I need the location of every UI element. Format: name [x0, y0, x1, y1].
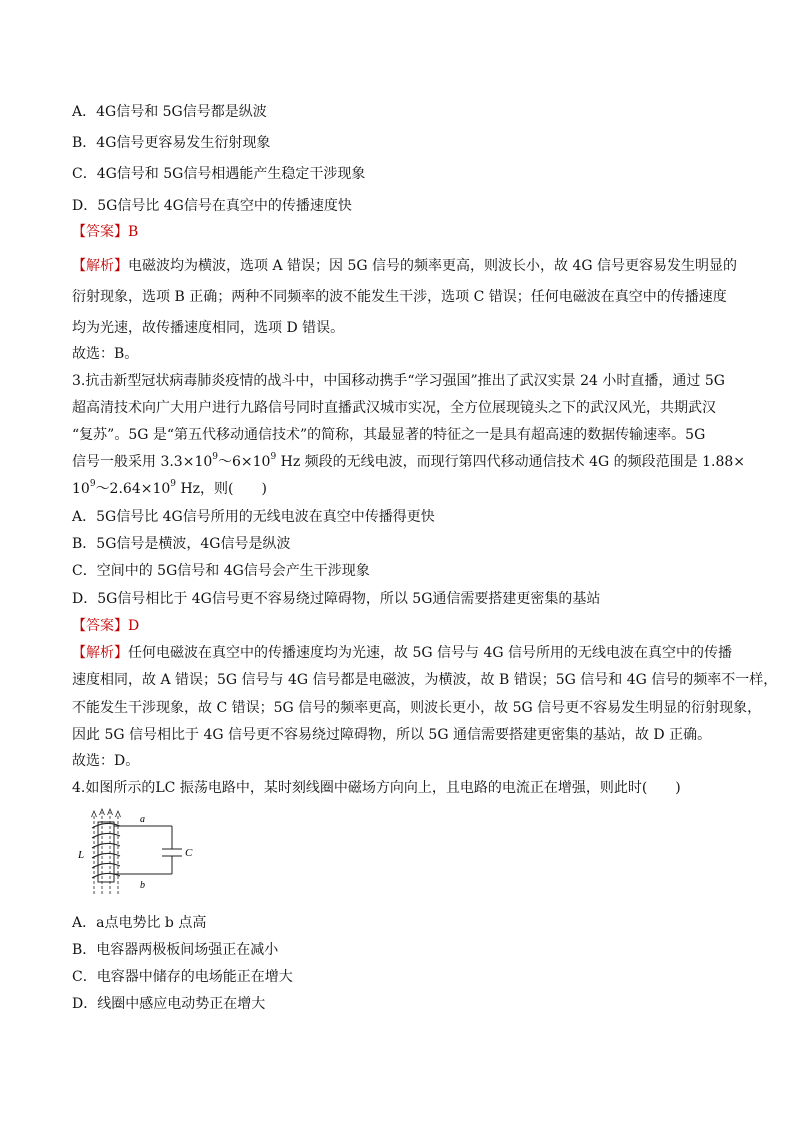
q3-stem-line-5 [72, 479, 732, 499]
explanation-text: 电磁波均为横波，选项 A 错误；因 5G 信号的频率更高，则波长小，故 4G 信号更容易发生明显的 [128, 258, 737, 274]
q3-stem-line-3: “复苏”。5G 是“第五代移动通信技术”的简称，其最显著的特征之一是具有超高速的数据传输速率。5G [72, 427, 706, 443]
explanation-label: 【解析】 [72, 258, 128, 274]
q4-option-c: C．电容器中储存的电场能正在增大 [72, 969, 293, 985]
label-l: L [78, 849, 85, 861]
q2-option-a: A．4G信号和 5G信号都是纵波 [72, 104, 267, 120]
q3-choice: 故选：D。 [72, 753, 140, 769]
q3-option-a: A．5G信号比 4G信号所用的无线电波在真空中传播得更快 [72, 509, 435, 525]
superscript: 9 [212, 452, 218, 463]
q2-explanation-line-2: 衍射现象，选项 B 正确；两种不同频率的波不能发生干涉，选项 C 错误；任何电磁波在真空中的传播速度 [72, 289, 727, 305]
q4-option-d: D．线圈中感应电动势正在增大 [72, 996, 266, 1012]
explanation-text: 任何电磁波在真空中的传播速度均为光速，故 5G 信号与 4G 信号所用的无线电波在真空中的传播 [128, 645, 732, 661]
q2-explanation-line-1 [72, 256, 737, 276]
q3-explanation-line-4: 因此 5G 信号相比于 4G 信号更不容易绕过障碍物，所以 5G 通信需要搭建更密集的基站，故 D 正确。 [72, 727, 712, 743]
q2-option-c: C．4G信号和 5G信号相遇能产生稳定干涉现象 [72, 166, 366, 182]
q3-explanation-line-3: 不能发生干涉现象，故 C 错误；5G 信号的频率更高，则波长更小，故 5G 信号更不容易发生明显的衍射现象， [72, 700, 762, 716]
q2-explanation-line-3: 均为光速，故传播速度相同，选项 D 错误。 [72, 320, 345, 336]
q3-option-c: C．空间中的 5G信号和 4G信号会产生干涉现象 [72, 563, 370, 579]
q3-option-b: B．5G信号是横波，4G信号是纵波 [72, 536, 291, 552]
superscript: 9 [270, 452, 277, 463]
q3-text: Hz，则( ) [176, 481, 267, 497]
q4-option-b: B．电容器两极板间场强正在减小 [72, 942, 279, 958]
answer-value: B [128, 224, 139, 240]
q3-explanation-line-1 [72, 643, 732, 663]
q3-text: Hz 频段的无线电波，而现行第四代移动通信技术 4G 的频段范围是 1.88× [276, 454, 746, 470]
q2-answer [72, 222, 732, 242]
q3-stem-line-4 [72, 452, 746, 472]
answer-value: D [128, 618, 140, 634]
q2-option-d: D．5G信号比 4G信号在真空中的传播速度快 [72, 198, 352, 214]
explanation-label: 【解析】 [72, 645, 128, 661]
q3-text: ～2.64×10 [95, 481, 171, 497]
q3-answer [72, 616, 732, 636]
answer-label: 【答案】 [72, 224, 128, 240]
q3-stem-line-2: 超高清技术向广大用户进行九路信号同时直播武汉城市实况，全方位展现镜头之下的武汉风光，共期武汉 [72, 400, 716, 416]
answer-label: 【答案】 [72, 618, 128, 634]
q3-explanation-line-2: 速度相同，故 A 错误；5G 信号与 4G 信号都是电磁波，为横波，故 B 错误；5G 信号和 4G 信号的频率不一样， [72, 672, 778, 688]
q4-option-a: A．a点电势比 b 点高 [72, 915, 207, 931]
superscript: 9 [170, 479, 177, 490]
label-a: a [140, 814, 145, 825]
lc-circuit-diagram [72, 806, 212, 896]
q2-option-b: B．4G信号更容易发生衍射现象 [72, 135, 271, 151]
label-c: C [185, 847, 193, 859]
label-b: b [140, 880, 145, 891]
q3-text: 10 [72, 481, 90, 497]
q3-text: 信号一般采用 3.3×10 [72, 454, 213, 470]
q3-stem-line-1: 3.抗击新型冠状病毒肺炎疫情的战斗中，中国移动携手“学习强国”推出了武汉实景 24 小时直播，通过 5G [72, 373, 725, 389]
q2-choice: 故选：B。 [72, 346, 139, 362]
superscript: 9 [89, 479, 96, 490]
q4-stem: 4.如图所示的LC 振荡电路中，某时刻线圈中磁场方向向上，且电路的电流正在增强，则此时( ) [72, 780, 681, 796]
q3-option-d: D．5G信号相比于 4G信号更不容易绕过障碍物，所以 5G通信需要搭建更密集的基站 [72, 591, 601, 607]
q3-text: ～6×10 [218, 454, 271, 470]
